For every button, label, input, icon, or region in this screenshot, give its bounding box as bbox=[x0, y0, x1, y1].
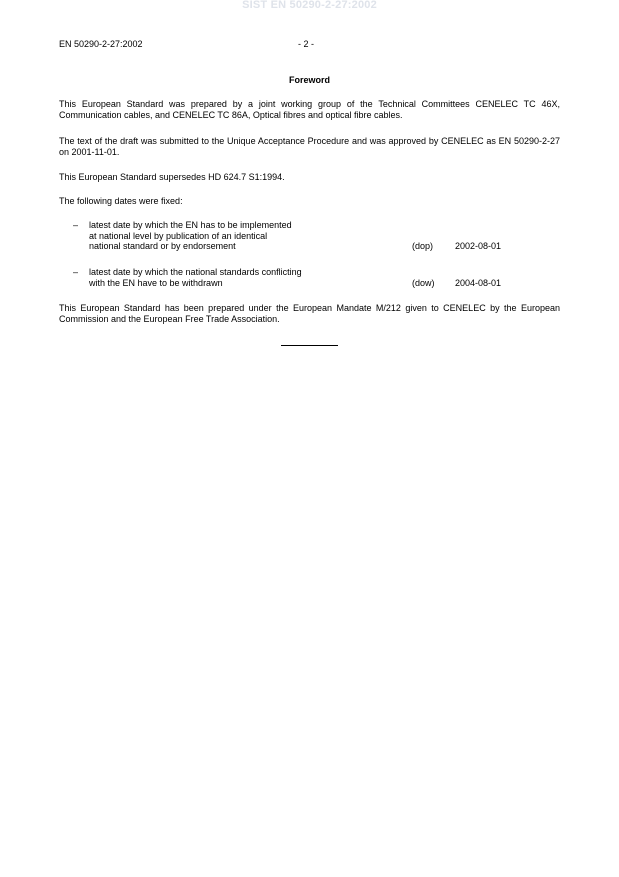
page-number: - 2 - bbox=[298, 39, 315, 49]
description-line: with the EN have to be withdrawn bbox=[89, 277, 223, 288]
paragraph-prepared-by: This European Standard was prepared by a joint working group of the Technical Committees CENELEC TC 46X, Communication cables, and CENELEC TC 86A, Optical fibres and optical fibre cables. bbox=[59, 99, 560, 120]
description-line: latest date by which the EN has to be implemented bbox=[89, 220, 292, 230]
end-rule bbox=[281, 345, 338, 346]
date-value: 2004-08-01 bbox=[455, 278, 502, 288]
dash-bullet: – bbox=[73, 220, 79, 230]
paragraph-supersedes: This European Standard supersedes HD 624.7 S1:1994. bbox=[59, 172, 285, 182]
description-line: national standard or by endorsement bbox=[89, 241, 236, 251]
watermark: SIST EN 50290-2-27:2002 bbox=[242, 0, 377, 11]
description-line: at national level by publication of an identical bbox=[89, 230, 268, 241]
foreword-heading: Foreword bbox=[288, 75, 330, 85]
date-abbreviation: (dow) bbox=[412, 278, 435, 288]
description-line: latest date by which the national standards conflicting bbox=[89, 267, 302, 277]
paragraph-dates-intro: The following dates were fixed: bbox=[59, 196, 183, 206]
document-id: EN 50290-2-27:2002 bbox=[59, 39, 143, 49]
date-abbreviation: (dop) bbox=[412, 241, 434, 251]
date-item-description bbox=[89, 220, 389, 252]
paragraph-approval: The text of the draft was submitted to the Unique Acceptance Procedure and was approved by CENELEC as EN 50290-2-27 on 2001-11-01. bbox=[59, 136, 560, 157]
date-value: 2002-08-01 bbox=[455, 241, 502, 251]
date-item-description bbox=[89, 267, 389, 288]
dash-bullet: – bbox=[73, 267, 79, 277]
paragraph-mandate: This European Standard has been prepared under the European Mandate M/212 given to CENELEC by the European Commission and the European Free Trade Association. bbox=[59, 303, 560, 324]
